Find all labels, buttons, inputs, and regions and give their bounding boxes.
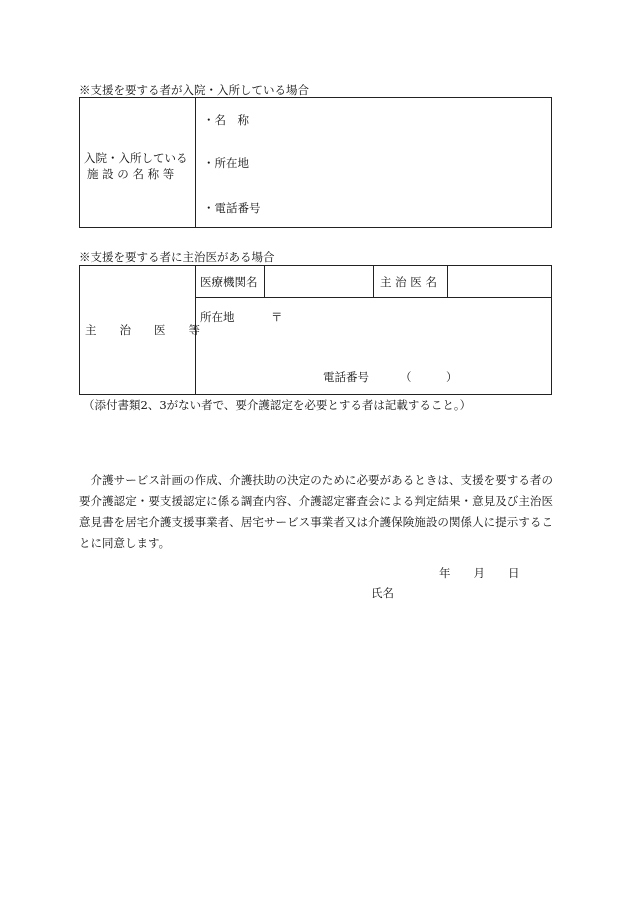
facility-table-divider (195, 97, 196, 228)
facility-label-line1: 入院・入所している (84, 151, 188, 165)
address-input[interactable] (290, 302, 548, 360)
doctor-table-row-divider (195, 297, 552, 298)
section1-heading: ※支援を要する者が入院・入所している場合 (79, 83, 309, 97)
doctor-table-col-divider-2 (373, 265, 374, 297)
doctor-name-label: 主 治 医 名 (380, 275, 437, 289)
phone-paren[interactable]: （ ） (400, 370, 458, 384)
attachment-note: （添付書類2、3がない者で、要介護認定を必要とする者は記載すること。） (83, 398, 472, 412)
postal-mark: 〒 (271, 310, 283, 324)
name-input[interactable] (400, 580, 550, 600)
facility-label-line2: 施 設 の 名 称 等 (87, 167, 175, 181)
consent-paragraph (79, 470, 553, 554)
section2-heading: ※支援を要する者に主治医がある場合 (79, 250, 275, 264)
phone-label: 電話番号 (323, 370, 369, 384)
date-line[interactable]: 年 月 日 (439, 566, 520, 580)
consent-text: 介護サービス計画の作成、介護扶助の決定のために必要があるときは、支援を要する者の要介護認定・要支援認定に係る調査内容、介護認定審査会による判定結果・意見及び主治医意見書を居宅介護支援事業者、居宅サービス事業者又は介護保険施設の関係人に提示することに同意します。 (79, 473, 553, 550)
facility-phone-field[interactable]: ・電話番号 (203, 201, 261, 215)
facility-name-field[interactable]: ・名 称 (203, 113, 249, 127)
facility-address-field[interactable]: ・所在地 (203, 156, 249, 170)
institution-input[interactable] (265, 266, 372, 296)
address-label: 所在地 (200, 310, 235, 324)
doctor-name-input[interactable] (448, 266, 551, 296)
doctor-label: 主 治 医 等 (85, 323, 200, 337)
institution-label: 医療機関名 (200, 275, 258, 289)
name-label: 氏名 (371, 586, 394, 600)
